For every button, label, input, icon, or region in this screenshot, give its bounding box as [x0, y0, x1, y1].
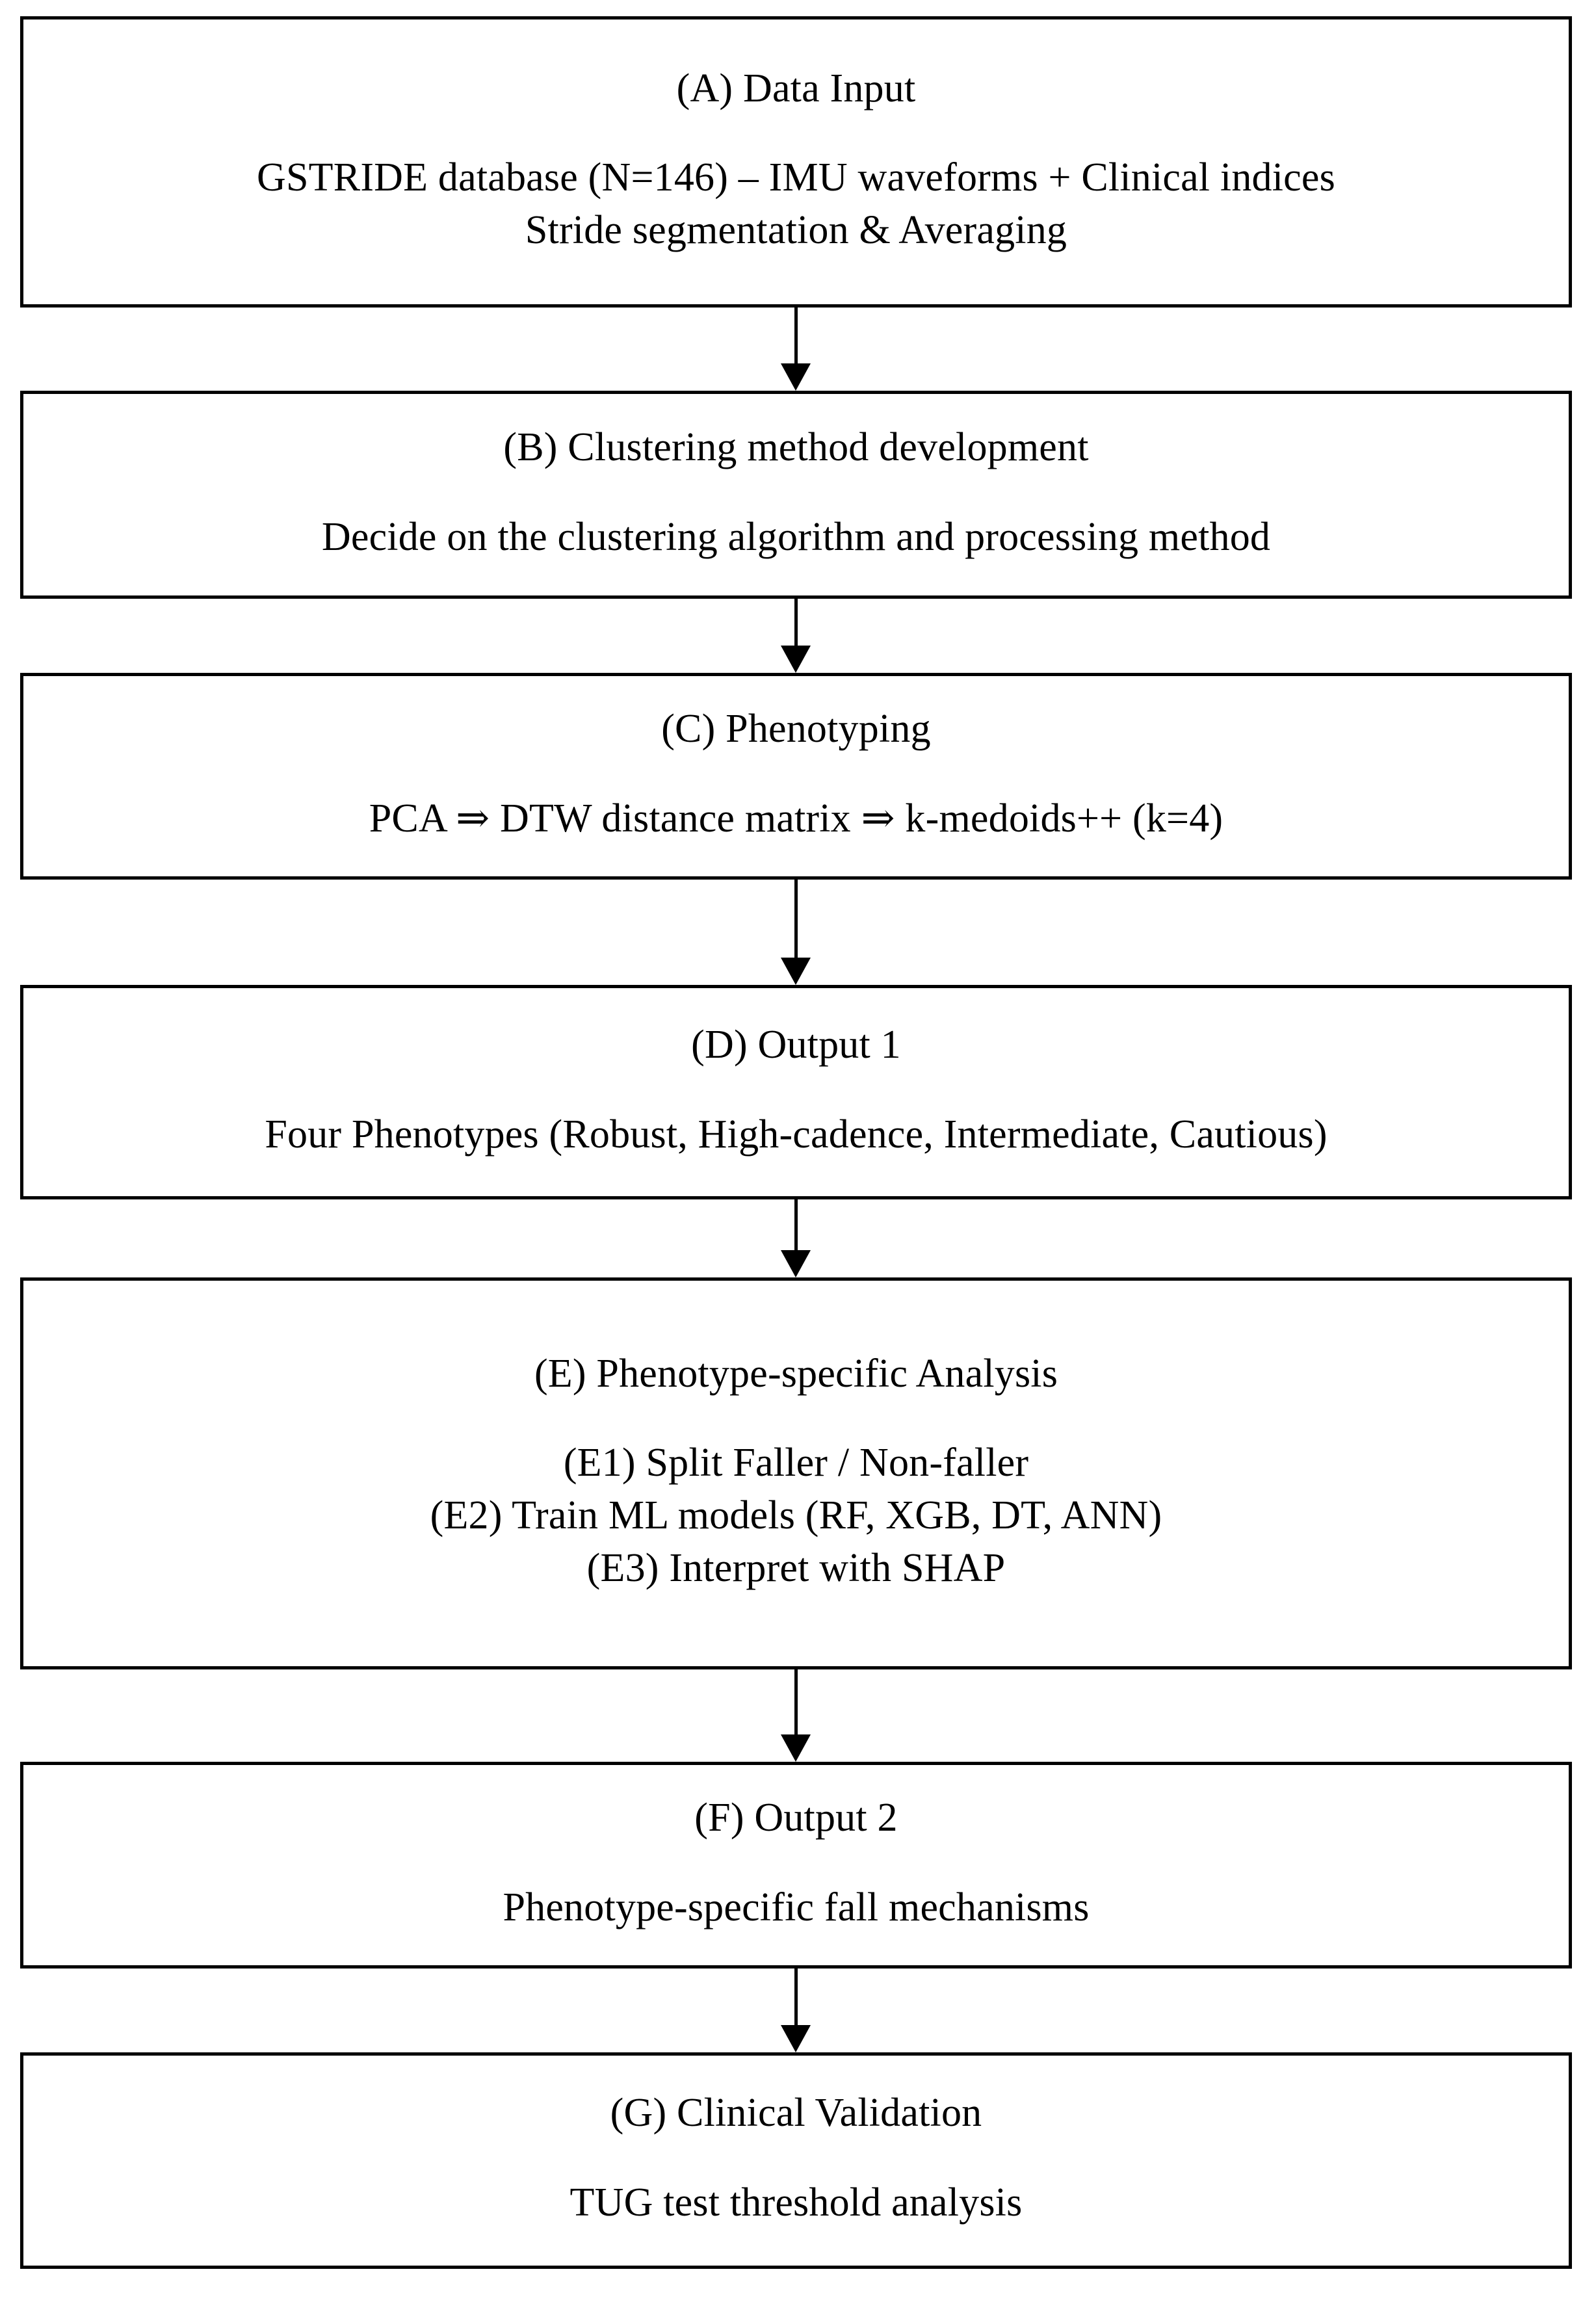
flow-node-d-line-1: Four Phenotypes (Robust, High-cadence, Intermediate, Cautious): [265, 1112, 1328, 1157]
flow-node-a-body: [257, 151, 1335, 256]
connector-line: [794, 880, 798, 958]
flow-node-c-line-1: PCA ⇒ DTW distance matrix ⇒ k-medoids++ (k=4): [369, 796, 1223, 841]
arrowhead-icon: [781, 646, 811, 673]
flow-node-e: [20, 1277, 1572, 1669]
flow-node-f-line-1: Phenotype-specific fall mechanisms: [503, 1885, 1090, 1929]
flow-node-f-body: [503, 1881, 1089, 1934]
flow-node-b: [20, 391, 1572, 599]
flow-node-c-body: [369, 792, 1223, 845]
connector-f-to-g: [781, 1968, 811, 2052]
flow-node-e-line-3: (E3) Interpret with SHAP: [586, 1545, 1006, 1590]
arrowhead-icon: [781, 1734, 811, 1762]
connector-line: [794, 1199, 798, 1250]
arrowhead-icon: [781, 2025, 811, 2052]
flow-node-b-body: [322, 511, 1270, 564]
connector-d-to-e: [781, 1199, 811, 1277]
flow-node-a-line-1: GSTRIDE database (N=146) – IMU waveforms + Clinical indices: [257, 155, 1335, 200]
flow-node-c: [20, 673, 1572, 880]
connector-e-to-f: [781, 1669, 811, 1762]
flow-node-g: [20, 2052, 1572, 2269]
connector-line: [794, 1968, 798, 2025]
flow-node-b-line-1: Decide on the clustering algorithm and processing method: [321, 514, 1271, 559]
flow-node-d-title: (D) Output 1: [691, 1022, 901, 1067]
flow-node-e-body: [430, 1437, 1162, 1594]
flow-node-d: [20, 985, 1572, 1199]
connector-a-to-b: [781, 307, 811, 391]
connector-line: [794, 1669, 798, 1734]
flow-node-a-line-2: Stride segmentation & Averaging: [525, 207, 1067, 252]
flow-node-f-title: (F) Output 2: [694, 1795, 898, 1840]
flow-node-b-title: (B) Clustering method development: [503, 425, 1089, 469]
connector-b-to-c: [781, 599, 811, 673]
flow-node-e-line-1: (E1) Split Faller / Non-faller: [563, 1441, 1029, 1485]
flow-node-e-line-2: (E2) Train ML models (RF, XGB, DT, ANN): [430, 1493, 1162, 1538]
connector-c-to-d: [781, 880, 811, 985]
flow-node-g-line-1: TUG test threshold analysis: [569, 2180, 1023, 2225]
flow-node-d-body: [265, 1108, 1327, 1161]
flow-node-c-title: (C) Phenotyping: [661, 706, 931, 751]
flow-node-a-title: (A) Data Input: [676, 66, 916, 111]
arrowhead-icon: [781, 363, 811, 391]
flow-node-g-title: (G) Clinical Validation: [610, 2091, 982, 2136]
connector-line: [794, 307, 798, 363]
connector-line: [794, 599, 798, 646]
flow-node-g-body: [570, 2177, 1023, 2229]
flow-node-f: [20, 1762, 1572, 1968]
arrowhead-icon: [781, 1250, 811, 1277]
flow-node-a: [20, 16, 1572, 307]
flow-node-e-title: (E) Phenotype-specific Analysis: [534, 1351, 1058, 1396]
arrowhead-icon: [781, 958, 811, 985]
